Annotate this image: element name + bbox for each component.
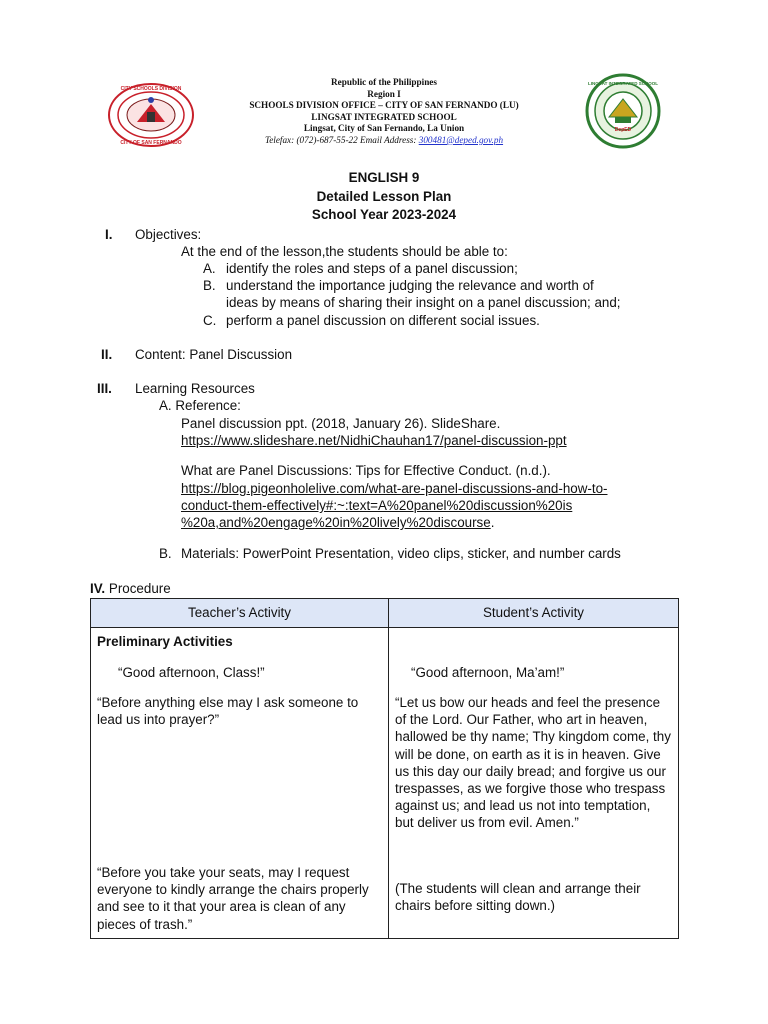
contact-prefix: Telefax: (072)-687-55-22 Email Address: xyxy=(264,134,419,145)
student-activity-cell xyxy=(389,628,679,939)
objectives-intro: At the end of the lesson,the students should be able to: xyxy=(181,244,508,259)
header-line-republic: Republic of the Philippines xyxy=(331,77,437,87)
svg-text:DepED: DepED xyxy=(614,127,632,133)
teacher-activity-header: Teacher’s Activity xyxy=(91,599,389,628)
materials-letter: B. xyxy=(159,546,172,561)
reference-1-link[interactable]: https://www.slideshare.net/NidhiChauhan17/panel-discussion-ppt xyxy=(181,433,567,448)
student-greeting: “Good afternoon, Ma’am!” xyxy=(411,665,565,680)
content-text: Content: Panel Discussion xyxy=(135,347,293,362)
objectives-heading: Objectives: xyxy=(135,227,202,242)
objective-a-letter: A. xyxy=(203,261,216,276)
school-header xyxy=(200,77,568,147)
materials-text: Materials: PowerPoint Presentation, video clips, sticker, and number cards xyxy=(181,546,621,561)
procedure-table xyxy=(90,598,679,939)
school-year-title: School Year 2023-2024 xyxy=(311,207,457,222)
svg-text:CITY OF SAN FERNANDO: CITY OF SAN FERNANDO xyxy=(120,140,182,146)
teacher-arrange-chairs: “Before you take your seats, may I request everyone to kindly arrange the chairs properly and see to it that your area is clean of any pieces of trash.” xyxy=(97,865,369,932)
reference-1-text: Panel discussion ppt. (2018, January 26). SlideShare. xyxy=(181,416,501,431)
subject-title: ENGLISH 9 xyxy=(348,170,420,185)
reference-2-period: . xyxy=(490,515,495,530)
header-contact xyxy=(200,135,568,147)
preliminary-activities-heading: Preliminary Activities xyxy=(97,634,233,649)
procedure-heading: Procedure xyxy=(108,581,171,596)
objective-b-text-2: ideas by means of sharing their insight on a panel discussion; and; xyxy=(226,295,621,310)
header-line-address: Lingsat, City of San Fernando, La Union xyxy=(303,123,465,134)
lingsat-school-seal xyxy=(585,73,661,149)
student-prayer: “Let us bow our heads and feel the presence of the Lord. Our Father, who art in heaven, hallowed be thy name; Thy kingdom come, thy will be done, on earth as it is in heaven. Give us this day our daily bread; and forgive us our trespasses, as we forgive those who trespass against us; and lead us not into temptation, but deliver us from evil. Amen.” xyxy=(395,695,671,831)
city-schools-division-seal xyxy=(107,82,195,148)
header-line-region: Region I xyxy=(367,88,401,99)
objective-c-text: perform a panel discussion on different social issues. xyxy=(226,313,540,328)
plan-title: Detailed Lesson Plan xyxy=(316,189,452,204)
objective-b-text-1: understand the importance judging the relevance and worth of xyxy=(226,278,594,293)
objective-b-letter: B. xyxy=(203,278,216,293)
numeral-procedure: IV. xyxy=(90,581,106,596)
email-link[interactable]: 300481@deped.gov.ph xyxy=(418,134,504,145)
reference-label: A. Reference: xyxy=(159,398,241,413)
reference-2-text: What are Panel Discussions: Tips for Effective Conduct. (n.d.). xyxy=(181,463,551,478)
numeral-objectives: I. xyxy=(105,227,113,242)
reference-2-link-line-1[interactable]: https://blog.pigeonholelive.com/what-are-panel-discussions-and-how-to- xyxy=(181,481,608,496)
reference-2-link-line-3[interactable]: %20a,and%20engage%20in%20lively%20discourse xyxy=(181,515,491,530)
teacher-activity-cell xyxy=(91,628,389,939)
objective-a-text: identify the roles and steps of a panel discussion; xyxy=(226,261,518,276)
header-line-division: SCHOOLS DIVISION OFFICE – CITY OF SAN FERNANDO (LU) xyxy=(249,100,519,111)
svg-text:CITY SCHOOLS DIVISION: CITY SCHOOLS DIVISION xyxy=(120,86,182,92)
teacher-greeting: “Good afternoon, Class!” xyxy=(118,665,265,680)
svg-text:LINGSAT INTEGRATED SCHOOL: LINGSAT INTEGRATED SCHOOL xyxy=(587,81,659,86)
numeral-resources: III. xyxy=(97,381,112,396)
reference-2-link-line-2[interactable]: conduct-them-effectively#:~:text=A%20panel%20discussion%20is xyxy=(181,498,573,513)
resources-heading: Learning Resources xyxy=(135,381,255,396)
teacher-prayer-request: “Before anything else may I ask someone to lead us into prayer?” xyxy=(97,695,359,728)
numeral-content: II. xyxy=(101,347,113,362)
objective-c-letter: C. xyxy=(203,313,217,328)
student-arrange-chairs: (The students will clean and arrange their chairs before sitting down.) xyxy=(395,881,641,914)
header-line-school: LINGSAT INTEGRATED SCHOOL xyxy=(311,111,457,122)
student-activity-header: Student’s Activity xyxy=(389,599,679,628)
